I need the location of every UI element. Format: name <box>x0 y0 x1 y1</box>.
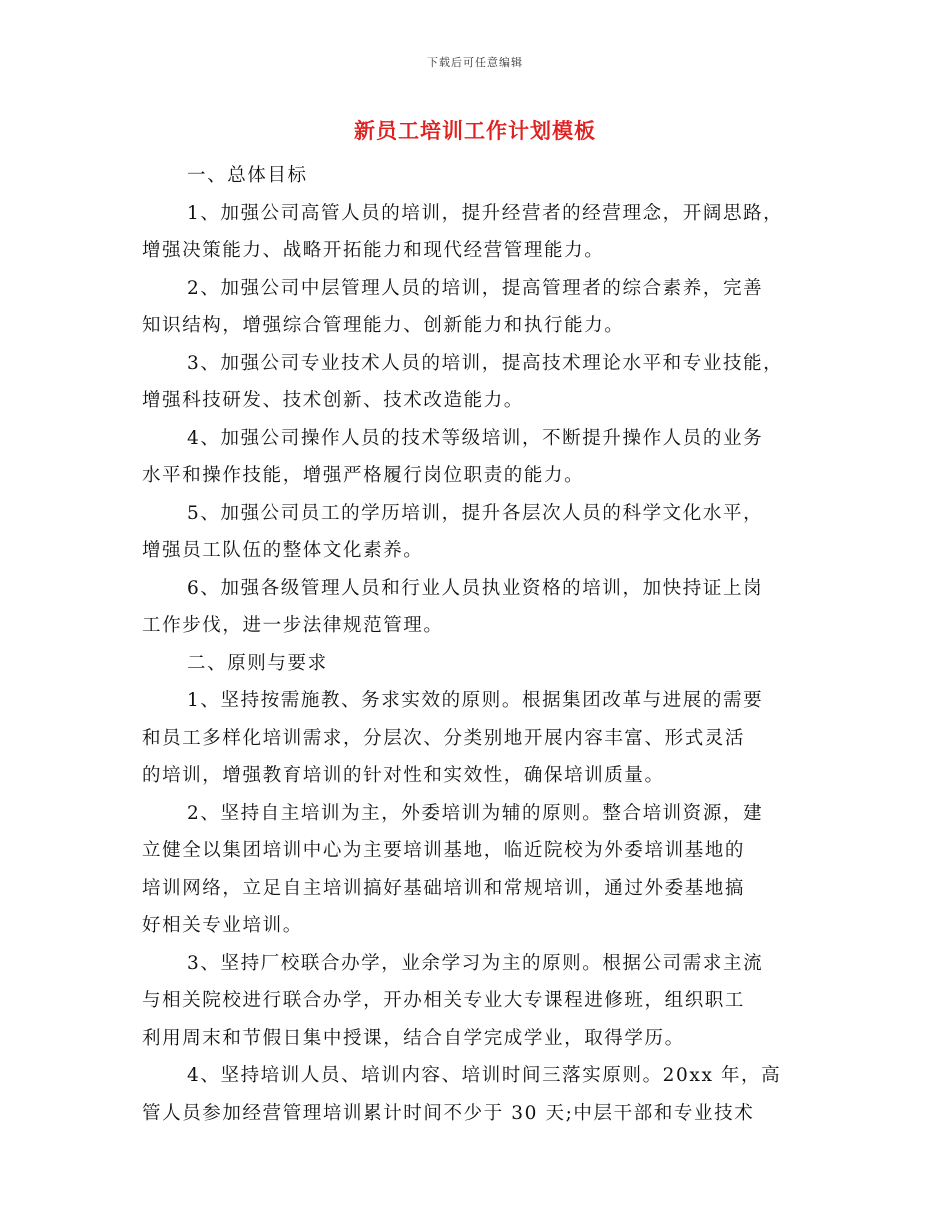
text-line: 6、加强各级管理人员和行业人员执业资格的培训，加快持证上岗 <box>187 577 764 599</box>
text-line: 知识结构，增强综合管理能力、创新能力和执行能力。 <box>142 315 625 336</box>
text-line: 好相关专业培训。 <box>142 915 303 936</box>
text-line: 与相关院校进行联合办学，开办相关专业大专课程进修班，组织职工 <box>142 990 746 1011</box>
text-line: 管人员参加经营管理培训累计时间不少于 30 天;中层干部和专业技术 <box>142 1102 755 1124</box>
text-line: 1、坚持按需施教、务求实效的原则。根据集团改革与进展的需要 <box>187 690 764 711</box>
text-line: 增强员工队伍的整体文化素养。 <box>142 540 424 561</box>
text-line: 立健全以集团培训中心为主要培训基地，临近院校为外委培训基地的 <box>142 840 746 861</box>
text-line: 培训网络，立足自主培训搞好基础培训和常规培训，通过外委基地搞 <box>142 877 746 899</box>
document-title: 新员工培训工作计划模板 <box>354 118 596 143</box>
text-line: 4、坚持培训人员、培训内容、培训时间三落实原则。20xx 年，高 <box>187 1065 782 1086</box>
text-line: 增强科技研发、技术创新、技术改造能力。 <box>142 390 524 411</box>
text-line: 水平和操作技能，增强严格履行岗位职责的能力。 <box>142 465 585 486</box>
text-line: 利用周末和节假日集中授课，结合自学完成学业，取得学历。 <box>142 1027 685 1049</box>
text-line: 3、坚持厂校联合办学，业余学习为主的原则。根据公司需求主流 <box>187 952 764 974</box>
text-line: 3、加强公司专业技术人员的培训，提高技术理论水平和专业技能， <box>187 352 784 374</box>
document-body <box>142 157 822 1132</box>
text-line: 的培训，增强教育培训的针对性和实效性，确保培训质量。 <box>142 765 665 786</box>
text-line: 4、加强公司操作人员的技术等级培训，不断提升操作人员的业务 <box>187 427 764 449</box>
text-line: 二、原则与要求 <box>187 652 328 674</box>
text-line: 2、坚持自主培训为主，外委培训为辅的原则。整合培训资源，建 <box>187 802 764 824</box>
text-line: 5、加强公司员工的学历培训，提升各层次人员的科学文化水平， <box>187 502 764 524</box>
text-line: 一、总体目标 <box>187 165 308 186</box>
text-line: 2、加强公司中层管理人员的培训，提高管理者的综合素养，完善 <box>187 277 764 299</box>
text-line: 工作步伐，进一步法律规范管理。 <box>142 615 444 636</box>
text-line: 增强决策能力、战略开拓能力和现代经营管理能力。 <box>142 240 605 261</box>
text-line: 1、加强公司高管人员的培训，提升经营者的经营理念，开阔思路， <box>187 202 784 224</box>
text-line: 和员工多样化培训需求，分层次、分类别地开展内容丰富、形式灵活 <box>142 727 746 749</box>
header-note: 下载后可任意编辑 <box>427 56 523 69</box>
